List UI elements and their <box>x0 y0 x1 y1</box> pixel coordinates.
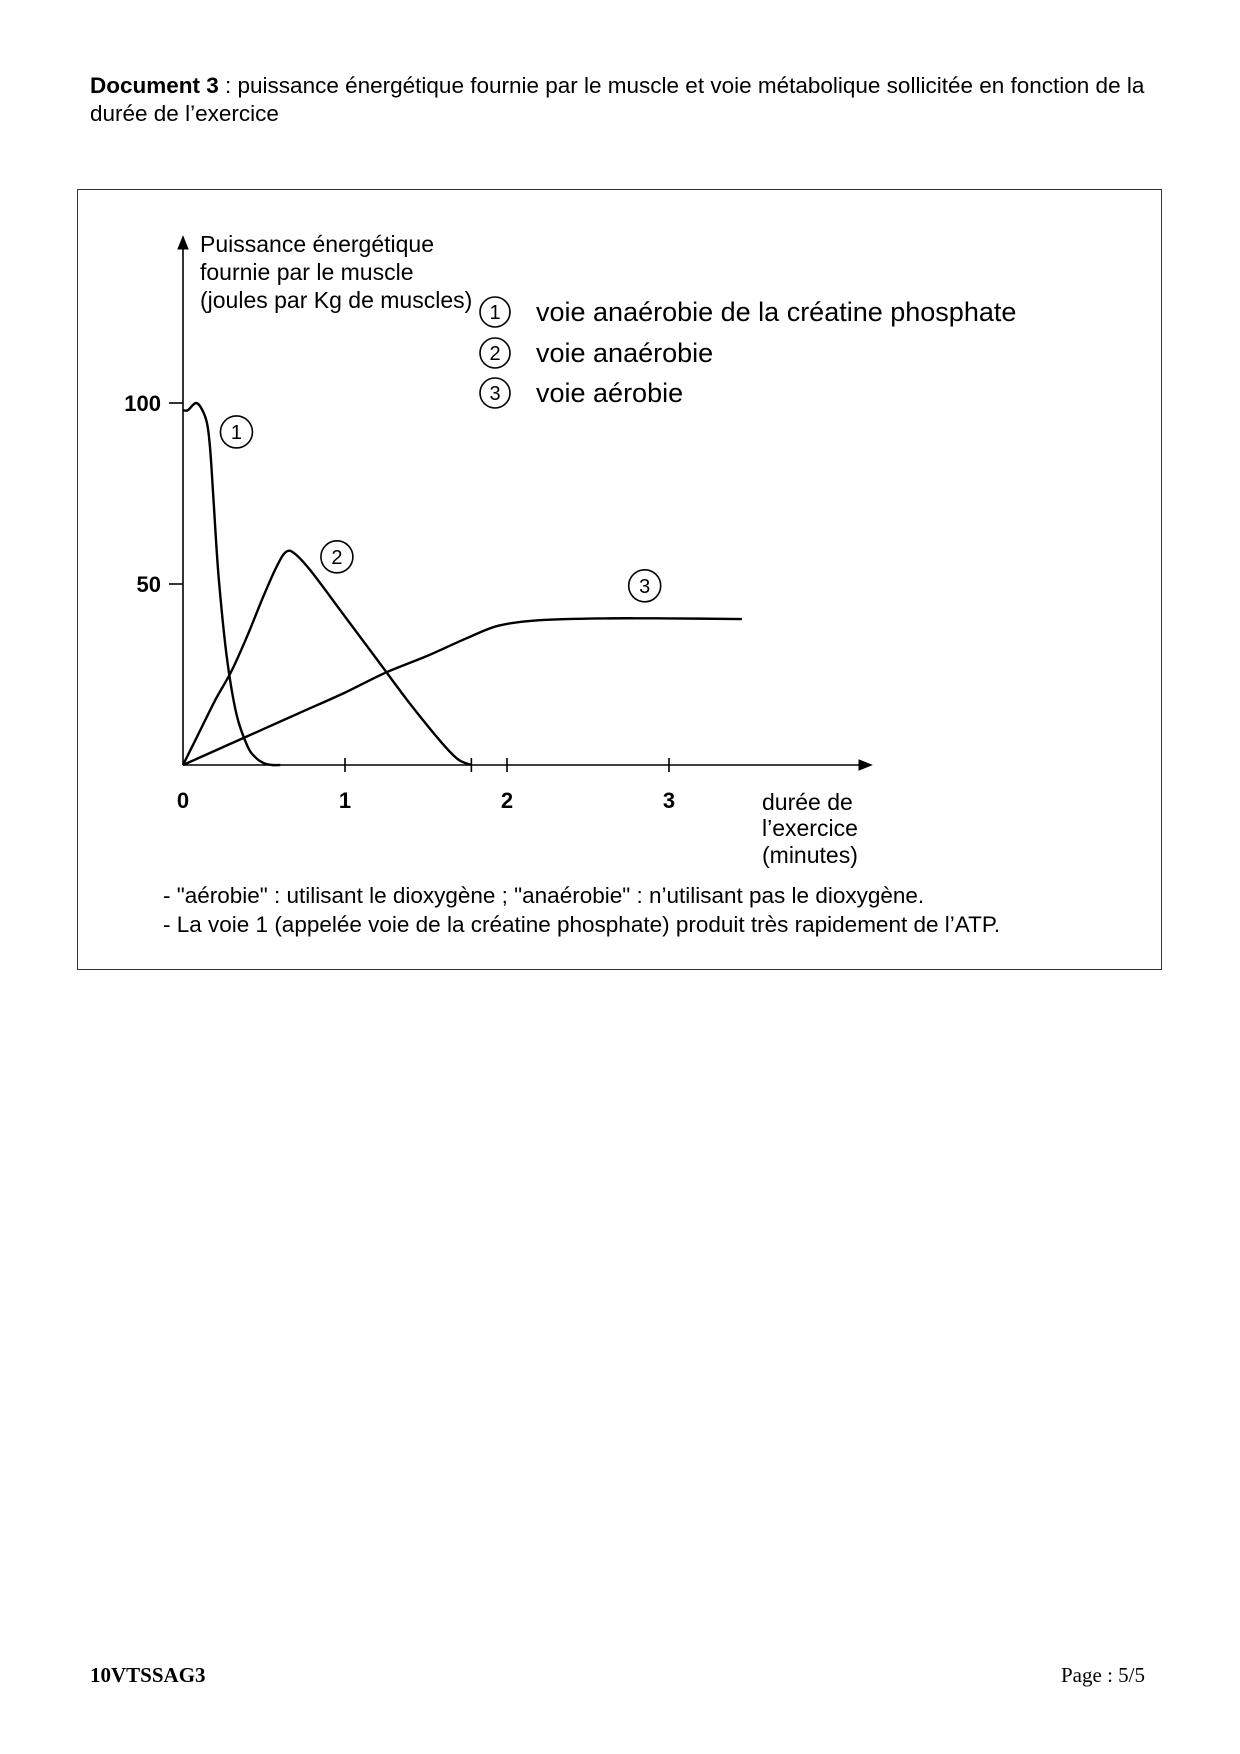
curve-labels <box>220 416 660 602</box>
legend-entry-2 <box>536 338 713 368</box>
figure-notes <box>163 881 1000 939</box>
x-tick-label: 2 <box>500 788 514 813</box>
energy-chart <box>78 190 1160 968</box>
x-tick-label: 3 <box>662 788 676 813</box>
document-title <box>90 72 1150 128</box>
y-tick-label: 100 <box>124 391 161 416</box>
legend-marker-1 <box>480 297 510 327</box>
y-axis-title-line: Puissance énergétique <box>200 231 434 257</box>
legend-marker-2 <box>480 338 510 368</box>
curve-series-1 <box>183 403 280 765</box>
document-label: Document 3 <box>90 73 219 98</box>
curve-label-2 <box>321 541 353 573</box>
figure-frame <box>77 189 1162 970</box>
legend-text-extra: de la créatine phosphate <box>713 297 1017 327</box>
axis-ticks <box>124 391 675 813</box>
note-creatine: - La voie 1 (appelée voie de la créatine phosphate) produit très rapidement de l’ATP. <box>163 912 1001 937</box>
legend-entry-1 <box>536 297 1016 327</box>
x-tick-label: 1 <box>338 788 352 813</box>
legend-text-main: voie anaérobie <box>536 338 714 368</box>
circle-number: 1 <box>230 421 243 444</box>
x-axis-title-line: l’exercice <box>762 815 858 841</box>
legend-marker-3 <box>480 378 510 408</box>
circle-number: 3 <box>489 383 501 405</box>
circle-number: 3 <box>639 575 651 598</box>
circle-number: 2 <box>489 343 501 365</box>
y-tick-label: 50 <box>136 572 161 597</box>
legend-text-main: voie aérobie <box>536 378 684 408</box>
document-description: : puissance énergétique fournie par le muscle et voie métabolique sollicitée en fonction de la durée de l’exercice <box>90 73 1145 126</box>
footer-page-number: Page : 5/5 <box>1061 1663 1145 1687</box>
x-axis-title-line: durée de <box>762 789 853 815</box>
curve-series-3 <box>183 618 742 765</box>
legend-entry-3 <box>536 378 683 408</box>
curve-label-3 <box>629 570 661 602</box>
circle-number: 1 <box>489 302 501 324</box>
curves <box>183 403 742 765</box>
note-aerobie: - "aérobie" : utilisant le dioxygène ; "anaérobie" : n’utilisant pas le dioxygène. <box>163 883 925 908</box>
curve-label-1 <box>220 416 252 448</box>
y-axis-title-line: (joules par Kg de muscles) <box>200 287 473 313</box>
x-axis-title-line: (minutes) <box>762 842 858 868</box>
legend-text-main: voie anaérobie <box>536 297 714 327</box>
circle-number: 2 <box>331 546 343 569</box>
x-tick-label: 0 <box>176 788 190 813</box>
legend <box>480 297 1016 408</box>
y-axis-title-line: fournie par le muscle <box>200 259 414 285</box>
footer-code: 10VTSSAG3 <box>90 1663 206 1687</box>
